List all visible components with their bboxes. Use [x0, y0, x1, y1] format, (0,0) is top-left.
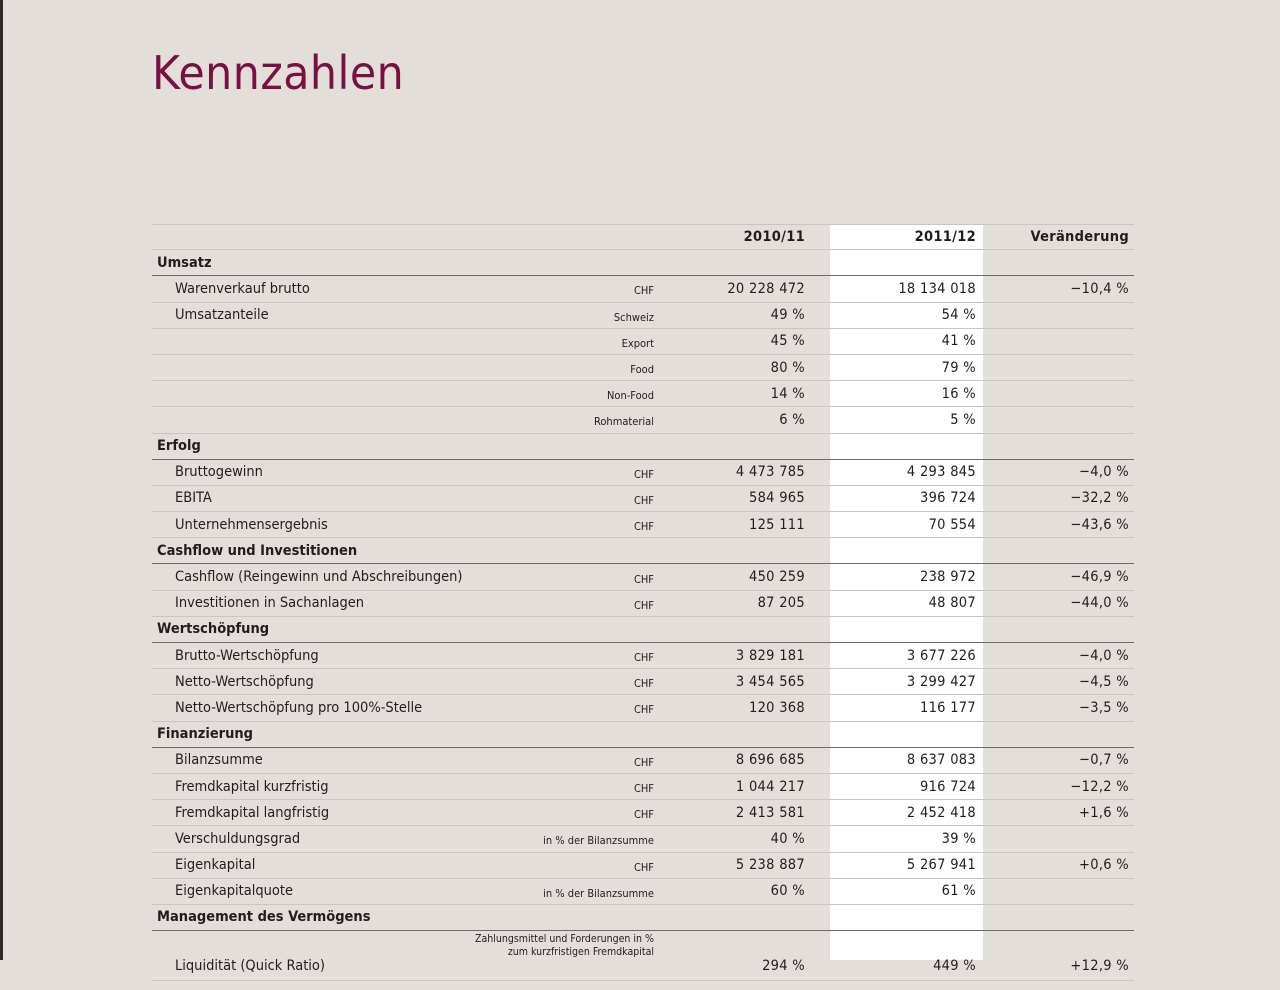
row-label: Brutto-Wertschöpfung — [175, 647, 319, 664]
row-label: Eigenkapitalquote — [175, 883, 294, 900]
row-label: Warenverkauf brutto — [175, 280, 310, 297]
section-header-row — [152, 250, 1134, 276]
row-unit: CHF — [633, 651, 654, 665]
value-2011-12: 48 807 — [928, 595, 976, 612]
section-title: Management des Vermögens — [157, 909, 371, 926]
row-unit: CHF — [633, 520, 654, 534]
value-2011-12: 54 % — [941, 307, 976, 324]
value-veraenderung: +12,9 % — [1070, 957, 1129, 974]
row-unit: CHF — [633, 467, 654, 481]
row-unit: CHF — [633, 677, 654, 691]
value-2010-11: 3 454 565 — [735, 673, 805, 690]
section-title: Finanzierung — [157, 726, 254, 743]
value-2011-12: 5 % — [950, 411, 976, 428]
row-label: Netto-Wertschöpfung pro 100%-Stelle — [175, 699, 423, 716]
value-2010-11: 87 205 — [757, 595, 805, 612]
value-2011-12: 8 637 083 — [906, 752, 976, 769]
section-title: Cashflow und Investitionen — [157, 542, 358, 559]
value-veraenderung: +1,6 % — [1078, 804, 1129, 821]
value-2011-12: 79 % — [941, 359, 976, 376]
value-2011-12: 116 177 — [919, 699, 976, 716]
row-label: Eigenkapital — [175, 857, 256, 874]
table-row — [152, 826, 1134, 852]
row-unit: in % der Bilanzsumme — [543, 834, 654, 848]
table-row — [152, 853, 1134, 879]
value-2010-11: 8 696 685 — [735, 752, 805, 769]
value-2011-12: 238 972 — [919, 569, 976, 586]
value-2011-12: 4 293 845 — [906, 464, 976, 481]
value-2010-11: 1 044 217 — [735, 778, 805, 795]
value-2010-11: 450 259 — [748, 569, 805, 586]
page-title: Kennzahlen — [152, 46, 405, 100]
row-label: Fremdkapital kurzfristig — [175, 778, 329, 795]
table-row — [152, 407, 1134, 433]
value-veraenderung: −3,5 % — [1078, 699, 1129, 716]
row-label: Fremdkapital langfristig — [175, 804, 330, 821]
row-unit: Schweiz — [613, 310, 654, 324]
row-unit: CHF — [633, 703, 654, 717]
table-row — [152, 800, 1134, 826]
value-2011-12: 3 299 427 — [906, 673, 976, 690]
value-2010-11: 20 228 472 — [727, 280, 805, 297]
row-unit: Zahlungsmittel und Forderungen in % zum kurzfristigen Fremdkapital — [474, 932, 654, 958]
table-row — [152, 512, 1134, 538]
value-2011-12: 449 % — [933, 957, 976, 974]
table-row — [152, 303, 1134, 329]
value-2011-12: 61 % — [941, 883, 976, 900]
value-veraenderung: −46,9 % — [1070, 569, 1129, 586]
value-2010-11: 4 473 785 — [735, 464, 805, 481]
value-veraenderung: −10,4 % — [1070, 280, 1129, 297]
value-veraenderung: −4,0 % — [1078, 464, 1129, 481]
row-unit: Export — [621, 336, 654, 350]
row-label: Liquidität (Quick Ratio) — [175, 957, 325, 974]
value-2011-12: 396 724 — [919, 490, 976, 507]
table-row — [152, 591, 1134, 617]
value-2011-12: 5 267 941 — [906, 857, 976, 874]
value-veraenderung: −32,2 % — [1070, 490, 1129, 507]
value-2011-12: 70 554 — [928, 516, 976, 533]
value-2010-11: 5 238 887 — [735, 857, 805, 874]
table-body — [152, 250, 1134, 981]
table-row — [152, 931, 1134, 981]
row-unit: CHF — [633, 860, 654, 874]
row-label: Umsatzanteile — [175, 307, 269, 324]
section-header-row — [152, 617, 1134, 643]
row-label: EBITA — [175, 490, 212, 507]
row-unit: Food — [630, 363, 654, 377]
value-2010-11: 60 % — [770, 883, 805, 900]
row-label: Unternehmensergebnis — [175, 516, 328, 533]
row-unit: CHF — [633, 598, 654, 612]
table-row — [152, 669, 1134, 695]
row-label: Investitionen in Sachanlagen — [175, 595, 365, 612]
row-label: Cashflow (Reingewinn und Abschreibungen) — [175, 569, 463, 586]
value-veraenderung: −12,2 % — [1070, 778, 1129, 795]
table-row — [152, 276, 1134, 302]
value-2010-11: 14 % — [770, 385, 805, 402]
value-2010-11: 294 % — [762, 957, 805, 974]
value-veraenderung: −4,0 % — [1078, 647, 1129, 664]
window-edge — [0, 0, 3, 960]
value-2010-11: 49 % — [770, 307, 805, 324]
row-unit: CHF — [633, 572, 654, 586]
row-unit: CHF — [633, 808, 654, 822]
value-2011-12: 16 % — [941, 385, 976, 402]
section-header-row — [152, 722, 1134, 748]
value-veraenderung: −44,0 % — [1070, 595, 1129, 612]
value-2011-12: 18 134 018 — [898, 280, 976, 297]
row-label: Bruttogewinn — [175, 464, 263, 481]
kennzahlen-table — [152, 224, 1134, 981]
value-veraenderung: −43,6 % — [1070, 516, 1129, 533]
section-header-row — [152, 434, 1134, 460]
value-2010-11: 80 % — [770, 359, 805, 376]
table-row — [152, 879, 1134, 905]
table-header-row — [152, 224, 1134, 250]
table-row — [152, 774, 1134, 800]
value-veraenderung: −4,5 % — [1078, 673, 1129, 690]
section-title: Umsatz — [157, 254, 212, 271]
section-title: Erfolg — [157, 438, 201, 455]
value-2011-12: 39 % — [941, 830, 976, 847]
row-unit: CHF — [633, 755, 654, 769]
table-row — [152, 355, 1134, 381]
value-2010-11: 3 829 181 — [735, 647, 805, 664]
row-label: Verschuldungsgrad — [175, 830, 301, 847]
section-header-row — [152, 538, 1134, 564]
value-2011-12: 3 677 226 — [906, 647, 976, 664]
value-2010-11: 45 % — [770, 333, 805, 350]
value-2010-11: 6 % — [779, 411, 805, 428]
table-row — [152, 643, 1134, 669]
value-2010-11: 2 413 581 — [735, 804, 805, 821]
table-row — [152, 748, 1134, 774]
value-2010-11: 125 111 — [748, 516, 805, 533]
table-row — [152, 460, 1134, 486]
column-header-2011-12: 2011/12 — [914, 229, 976, 246]
value-veraenderung: −0,7 % — [1078, 752, 1129, 769]
row-unit: CHF — [633, 782, 654, 796]
row-label: Netto-Wertschöpfung — [175, 673, 314, 690]
value-2010-11: 40 % — [770, 830, 805, 847]
row-unit: Non-Food — [607, 389, 654, 403]
value-veraenderung: +0,6 % — [1078, 857, 1129, 874]
value-2011-12: 2 452 418 — [906, 804, 976, 821]
row-unit: Rohmaterial — [593, 415, 654, 429]
table-row — [152, 564, 1134, 590]
row-unit: in % der Bilanzsumme — [543, 886, 654, 900]
column-header-veraenderung: Veränderung — [1030, 229, 1129, 246]
table-row — [152, 381, 1134, 407]
row-unit: CHF — [633, 493, 654, 507]
value-2011-12: 916 724 — [919, 778, 976, 795]
column-header-2010-11: 2010/11 — [743, 229, 805, 246]
row-label: Bilanzsumme — [175, 752, 263, 769]
value-2010-11: 584 965 — [748, 490, 805, 507]
value-2010-11: 120 368 — [748, 699, 805, 716]
table-row — [152, 486, 1134, 512]
table-row — [152, 329, 1134, 355]
section-title: Wertschöpfung — [157, 621, 270, 638]
value-2011-12: 41 % — [941, 333, 976, 350]
table-row — [152, 695, 1134, 721]
row-unit: CHF — [633, 284, 654, 298]
